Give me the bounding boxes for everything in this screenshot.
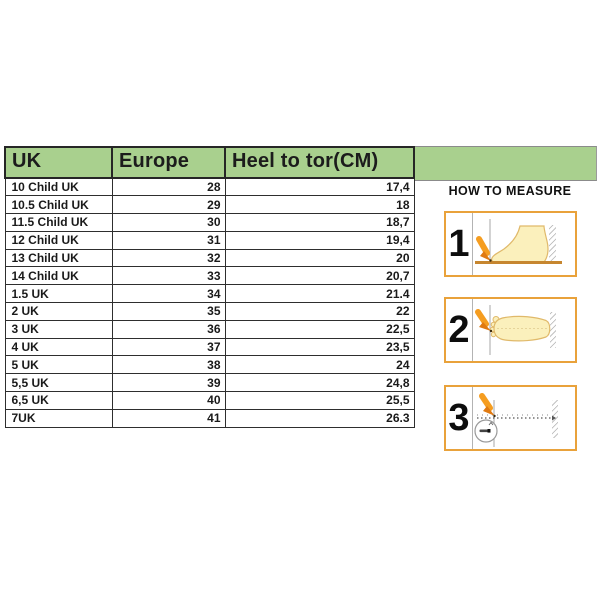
uk-size-cell: 13 Child UK — [5, 249, 112, 267]
uk-size-cell: 6,5 UK — [5, 392, 112, 410]
heel-to-toe-cell: 25,5 — [225, 392, 414, 410]
column-header-europe: Europe — [112, 147, 225, 178]
uk-size-cell: 5 UK — [5, 356, 112, 374]
europe-size-cell: 34 — [112, 285, 225, 303]
europe-size-cell: 30 — [112, 214, 225, 232]
heel-to-toe-cell: 20 — [225, 249, 414, 267]
table-row — [5, 249, 414, 267]
europe-size-cell: 31 — [112, 231, 225, 249]
europe-size-cell: 28 — [112, 178, 225, 196]
heel-to-toe-cell: 17,4 — [225, 178, 414, 196]
europe-size-cell: 29 — [112, 196, 225, 214]
table-header-row — [5, 147, 414, 178]
heel-to-toe-cell: 22,5 — [225, 320, 414, 338]
europe-size-cell: 36 — [112, 320, 225, 338]
uk-size-cell: 12 Child UK — [5, 231, 112, 249]
step-1-number: 1 — [446, 213, 473, 275]
table-row — [5, 392, 414, 410]
uk-size-cell: 10.5 Child UK — [5, 196, 112, 214]
europe-size-cell: 38 — [112, 356, 225, 374]
table-row — [5, 196, 414, 214]
heel-to-toe-cell: 19,4 — [225, 231, 414, 249]
measure-step-3-box — [444, 385, 577, 451]
uk-size-cell: 7UK — [5, 409, 112, 427]
size-table-body — [5, 178, 414, 427]
table-row — [5, 285, 414, 303]
table-row — [5, 320, 414, 338]
europe-size-cell: 41 — [112, 409, 225, 427]
step-2-number: 2 — [446, 299, 473, 361]
table-row — [5, 267, 414, 285]
ruler-measurement-icon — [474, 387, 575, 449]
table-row — [5, 214, 414, 232]
table-row — [5, 303, 414, 321]
europe-size-cell: 32 — [112, 249, 225, 267]
column-header-uk: UK — [5, 147, 112, 178]
heel-to-toe-cell: 24 — [225, 356, 414, 374]
table-row — [5, 231, 414, 249]
uk-size-cell: 4 UK — [5, 338, 112, 356]
heel-to-toe-cell: 23,5 — [225, 338, 414, 356]
measure-step-1-box — [444, 211, 577, 277]
how-to-measure-title: HOW TO MEASURE — [448, 184, 572, 198]
heel-to-toe-cell: 18,7 — [225, 214, 414, 232]
foot-top-view-icon — [474, 299, 575, 361]
europe-size-cell: 33 — [112, 267, 225, 285]
heel-to-toe-cell: 18 — [225, 196, 414, 214]
europe-size-cell: 39 — [112, 374, 225, 392]
uk-size-cell: 3 UK — [5, 320, 112, 338]
table-row — [5, 409, 414, 427]
table-row — [5, 374, 414, 392]
step-3-number: 3 — [446, 387, 473, 449]
measure-step-2-box — [444, 297, 577, 363]
size-conversion-table — [4, 146, 415, 428]
uk-size-cell: 2 UK — [5, 303, 112, 321]
uk-size-cell: 11.5 Child UK — [5, 214, 112, 232]
europe-size-cell: 37 — [112, 338, 225, 356]
heel-to-toe-cell: 20,7 — [225, 267, 414, 285]
uk-size-cell: 14 Child UK — [5, 267, 112, 285]
uk-size-cell: 10 Child UK — [5, 178, 112, 196]
heel-to-toe-cell: 24,8 — [225, 374, 414, 392]
table-row — [5, 356, 414, 374]
heel-to-toe-cell: 26.3 — [225, 409, 414, 427]
heel-to-toe-cell: 21.4 — [225, 285, 414, 303]
header-band-extension — [413, 146, 597, 181]
foot-side-view-icon — [474, 213, 575, 275]
uk-size-cell: 1.5 UK — [5, 285, 112, 303]
table-row — [5, 338, 414, 356]
uk-size-cell: 5,5 UK — [5, 374, 112, 392]
europe-size-cell: 40 — [112, 392, 225, 410]
europe-size-cell: 35 — [112, 303, 225, 321]
column-header-heel-to-toe: Heel to tor(CM) — [225, 147, 414, 178]
table-row — [5, 178, 414, 196]
heel-to-toe-cell: 22 — [225, 303, 414, 321]
